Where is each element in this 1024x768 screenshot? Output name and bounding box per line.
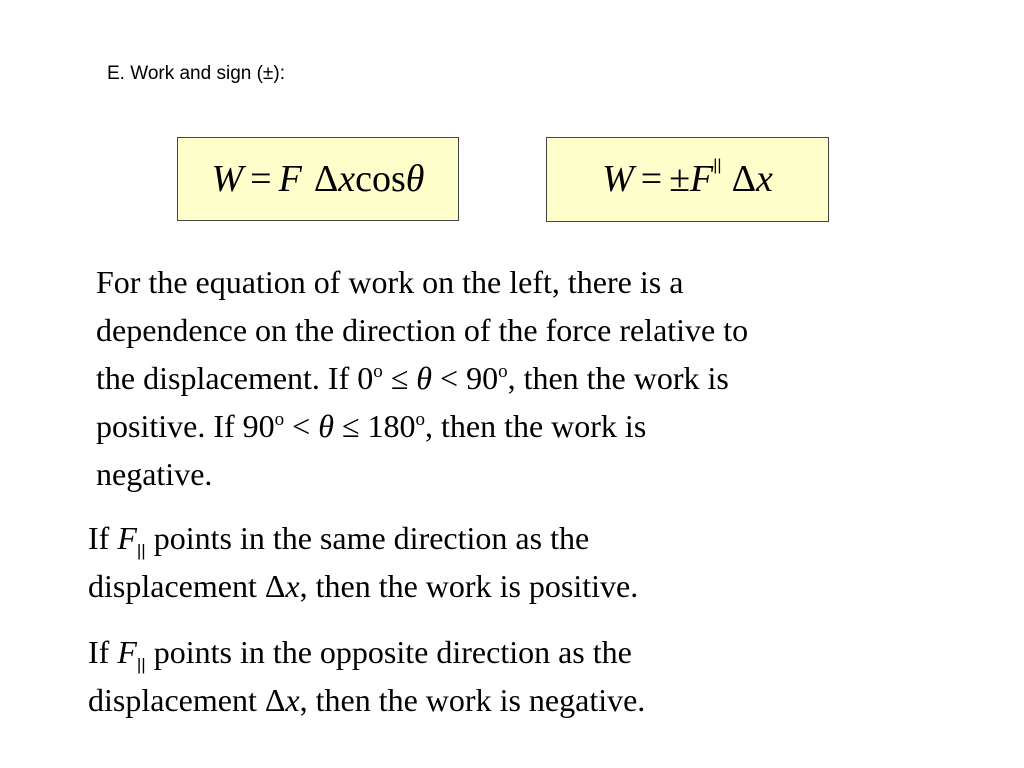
para2-f: F — [117, 520, 137, 556]
theta-symbol: θ — [416, 360, 433, 396]
para1-line3-c: < 90 — [432, 360, 499, 396]
para2-line1 — [88, 514, 948, 562]
para1-line2: dependence on the direction of the force relative to — [96, 312, 749, 348]
eq-right-delta: Δ — [731, 158, 757, 200]
degree-mark: o — [274, 409, 285, 430]
eq-right-parallel-subscript: || — [713, 157, 722, 174]
para2-line2-b: , then the work is positive. — [299, 568, 639, 604]
para2-line1-rest: points in the same direction as the — [145, 520, 590, 556]
para2-line2 — [88, 562, 948, 610]
eq-left-delta: Δ — [313, 158, 339, 200]
work-parallel-force-equation-box — [546, 137, 829, 222]
section-heading: E. Work and sign (±): — [107, 63, 285, 84]
para3-x: x — [285, 682, 300, 718]
degree-mark: o — [498, 361, 508, 382]
degree-mark: o — [415, 409, 425, 430]
eq-right-equals: = — [640, 158, 663, 200]
para2-x: x — [285, 568, 300, 604]
para2-parallel-subscript: || — [136, 541, 146, 560]
para3-f: F — [117, 634, 137, 670]
para3-line1-rest: points in the opposite direction as the — [145, 634, 632, 670]
eq-left-theta: θ — [405, 158, 425, 200]
para3-line2 — [88, 676, 948, 724]
opposite-direction-paragraph — [88, 628, 948, 724]
para1-line4-c: ≤ 180 — [333, 408, 416, 444]
eq-left-cos: cos — [355, 158, 406, 200]
para1-line1: For the equation of work on the left, there is a — [96, 264, 684, 300]
same-direction-paragraph — [88, 514, 948, 610]
para3-line2-b: , then the work is negative. — [299, 682, 646, 718]
para3-parallel-subscript: || — [136, 655, 146, 674]
eq-left-x: x — [338, 158, 356, 200]
para3-if: If — [88, 634, 118, 670]
eq-right-f: F — [690, 158, 714, 200]
eq-right-w: W — [602, 158, 634, 200]
eq-left-f: F — [278, 158, 302, 200]
para1-line4 — [96, 402, 926, 450]
para1-line3-a: the displacement. If 0 — [96, 360, 374, 396]
para1-line4-a: positive. If 90 — [96, 408, 275, 444]
eq-left-equals: = — [250, 158, 272, 200]
eq-right-plus-minus: ± — [669, 158, 691, 200]
angle-dependence-paragraph — [96, 258, 926, 498]
para1-line3-d: , then the work is — [507, 360, 729, 396]
para2-line2-a: displacement Δ — [88, 568, 286, 604]
para3-line2-a: displacement Δ — [88, 682, 286, 718]
para1-leq: ≤ — [382, 360, 417, 396]
eq-left-w: W — [211, 158, 244, 200]
para1-line5: negative. — [96, 456, 213, 492]
para1-line4-d: , then the work is — [424, 408, 647, 444]
eq-right-x: x — [756, 158, 773, 200]
para1-lt: < — [284, 408, 319, 444]
para1-line3 — [96, 354, 926, 402]
para3-line1 — [88, 628, 948, 676]
para2-if: If — [88, 520, 118, 556]
theta-symbol: θ — [318, 408, 334, 444]
work-cosine-equation-box — [177, 137, 459, 221]
degree-mark: o — [373, 361, 383, 382]
